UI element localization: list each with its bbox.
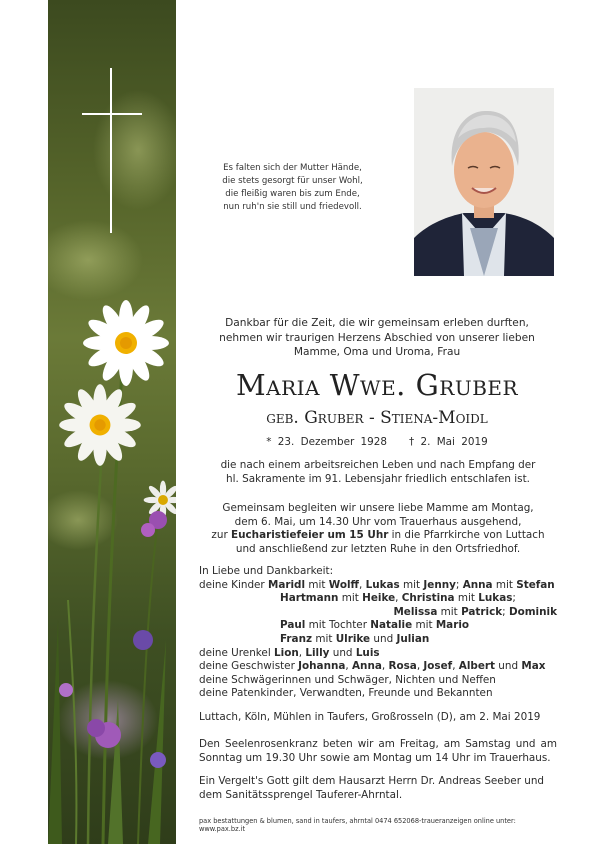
funeral-home-footer: pax bestattungen & blumen, sand in taufers, ahrntal 0474 652068-traueranzeigen online unter: www.pax.bz.it	[199, 817, 516, 833]
children-line: Paul mit Tochter Natalie mit Mario	[280, 619, 470, 632]
funeral-line: dem 6. Mai, um 14.30 Uhr vom Trauerhaus ausgehend,	[234, 515, 522, 528]
poem-line: die fleißig waren bis zum Ende,	[225, 189, 360, 199]
funeral-line: Gemeinsam begleiten wir unsere liebe Mamme am Montag,	[222, 502, 534, 514]
great-grandchildren-line: deine Urenkel Lion, Lilly und Luis	[199, 646, 380, 659]
daisy-icon	[59, 384, 141, 466]
death-date: † 2. Mai 2019	[409, 436, 488, 448]
death-text-line: die nach einem arbeitsreichen Leben und nach Empfang der	[220, 459, 536, 471]
children-line: Franz mit Ulrike und Julian	[280, 632, 430, 645]
intro-text	[196, 316, 558, 360]
thanks-line: dem Sanitätssprengel Tauferer-Ahrntal.	[199, 788, 403, 801]
mass-time: Eucharistiefeier um 15 Uhr	[231, 529, 389, 542]
poem-line: Es falten sich der Mutter Hände,	[223, 163, 362, 173]
godchildren-line: deine Patenkinder, Verwandten, Freunde und Bekannten	[199, 687, 493, 700]
poem-line: nun ruh'n sie still und friedevoll.	[223, 202, 362, 212]
children-line: Melissa mit Patrick; Dominik	[393, 605, 557, 618]
children-line: Hartmann mit Heike, Christina mit Lukas;	[280, 592, 516, 605]
death-notice	[199, 459, 557, 486]
children-line: deine Kinder Maridl mit Wolff, Lukas mit Jenny; Anna mit Stefan	[199, 578, 555, 591]
funeral-line: und anschließend zur letzten Ruhe in den Ortsfriedhof.	[235, 542, 521, 555]
intro-line: nehmen wir traurigen Herzens Abschied von unserer lieben	[219, 331, 535, 344]
funeral-info	[199, 502, 557, 556]
rosary-info: Den Seelenrosenkranz beten wir am Freitag, am Samstag und am Sonntag um 19.30 Uhr sowie am Montag um 14 Uhr im Trauerhaus.	[199, 738, 557, 764]
thanks-line: Ein Vergelt's Gott gilt dem Hausarzt Herrn Dr. Andreas Seeber und	[199, 775, 545, 787]
intro-line: Mamme, Oma und Uroma, Frau	[293, 346, 461, 358]
portrait-photo	[414, 88, 554, 276]
place-date: Luttach, Köln, Mühlen in Taufers, Großrosseln (D), am 2. Mai 2019	[199, 711, 541, 723]
siblings-line: deine Geschwister Johanna, Anna, Rosa, Josef, Albert und Max	[199, 660, 546, 673]
memorial-poem	[190, 162, 395, 214]
birth-date: * 23. Dezember 1928	[266, 436, 387, 448]
funeral-line: zur Eucharistiefeier um 15 Uhr in die Pfarrkirche von Luttach	[211, 529, 545, 542]
daisy-icon	[83, 300, 169, 386]
poem-line: die stets gesorgt für unser Wohl,	[222, 176, 363, 186]
deceased-name: Maria Wwe. Gruber	[235, 368, 519, 402]
maiden-name: geb. Gruber - Stiena-Moidl	[266, 408, 488, 428]
in-laws-line: deine Schwägerinnen und Schwäger, Nichten und Neffen	[199, 673, 496, 686]
mourners-heading: In Liebe und Dankbarkeit:	[199, 565, 334, 577]
death-text-line: hl. Sakramente im 91. Lebensjahr friedlich entschlafen ist.	[226, 472, 530, 485]
intro-line: Dankbar für die Zeit, die wir gemeinsam erleben durften,	[225, 317, 529, 329]
cross-icon	[82, 68, 142, 233]
thanks-note	[199, 775, 557, 802]
life-dates	[196, 436, 558, 448]
mourners-list	[199, 565, 557, 701]
